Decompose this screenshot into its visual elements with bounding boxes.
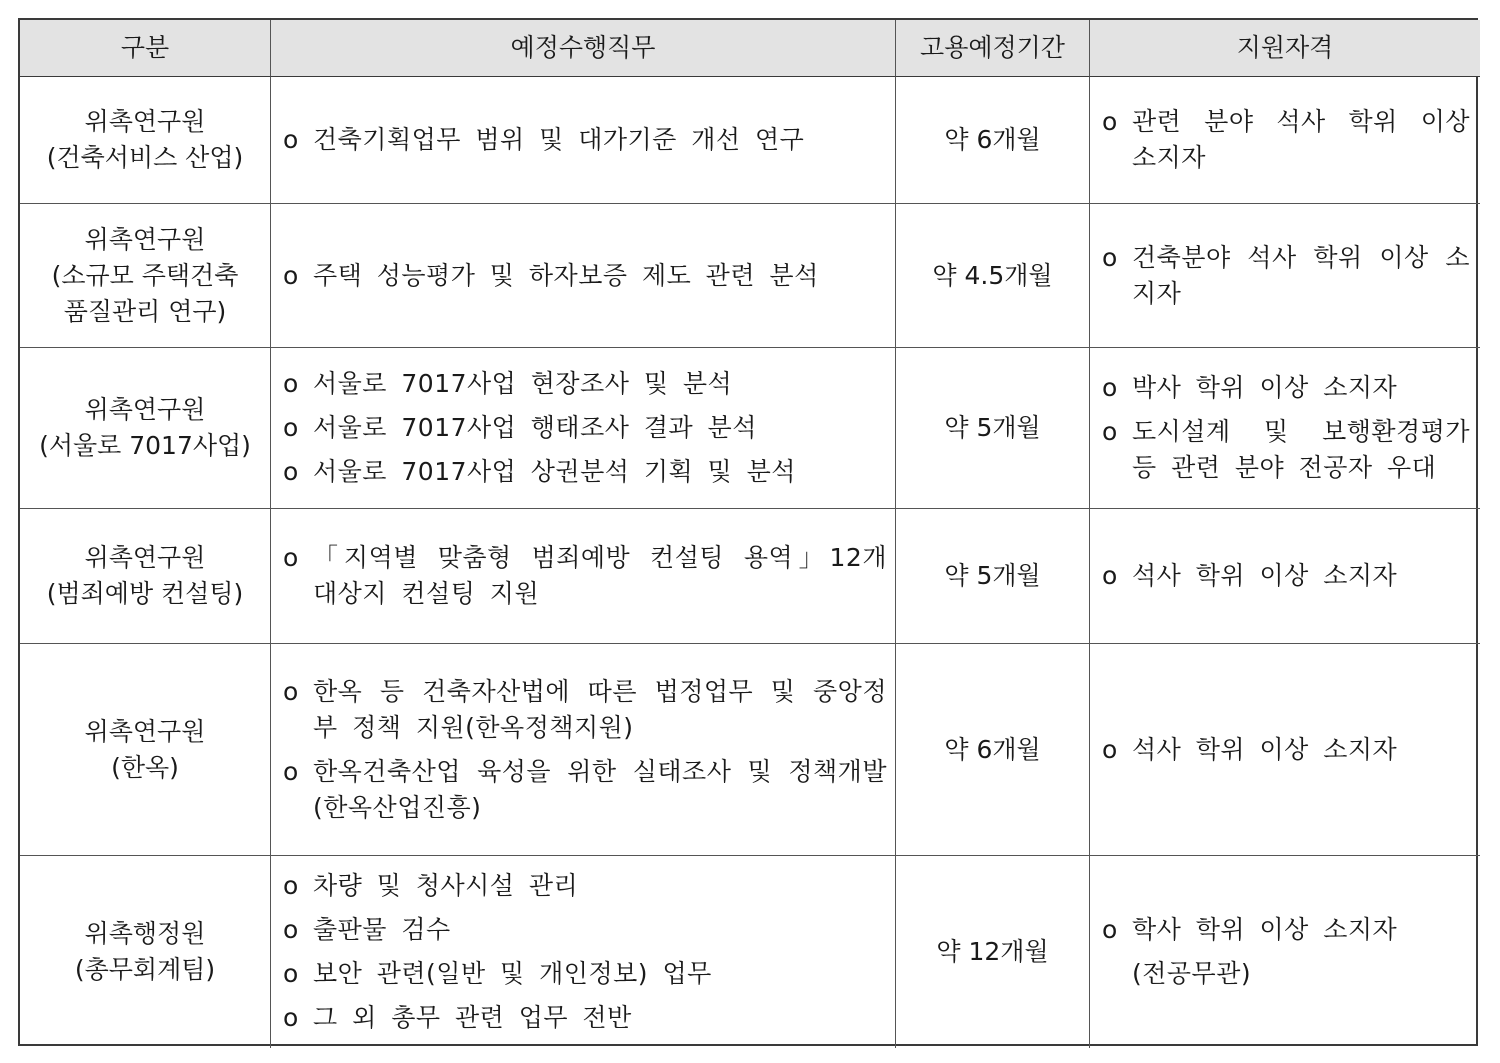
duty-item <box>283 258 887 294</box>
qualification-text: 석사 학위 이상 소지자 <box>1132 734 1398 764</box>
duty-item <box>283 956 887 992</box>
row-1-category <box>20 77 271 204</box>
row-3-category <box>20 348 271 509</box>
bullet-marker: o <box>283 125 299 154</box>
row-5-category <box>20 644 271 856</box>
bullet-marker: o <box>283 756 299 786</box>
duty-item <box>283 366 887 402</box>
bullet-marker: o <box>1102 561 1118 590</box>
row-1-qualifications <box>1090 77 1480 204</box>
duty-text: 그 외 총무 관련 업무 전반 <box>313 1003 632 1032</box>
recruitment-table <box>18 18 1478 1046</box>
category-line: 위촉연구원 <box>84 543 206 572</box>
duty-text: 한옥건축산업 육성을 위한 실태조사 및 정책개발(한옥산업진흥) <box>313 756 887 822</box>
category-line: (총무회계팀) <box>74 955 216 984</box>
duty-item <box>283 912 887 948</box>
bullet-marker: o <box>283 413 299 442</box>
duty-item <box>283 868 887 904</box>
category-line: 위촉연구원 <box>84 224 206 254</box>
bullet-marker: o <box>283 260 299 290</box>
bullet-marker: o <box>1102 107 1118 136</box>
category-line: 위촉연구원 <box>84 107 206 136</box>
duty-text: 보안 관련(일반 및 개인정보) 업무 <box>313 959 712 988</box>
header-period-label: 고용예정기간 <box>920 33 1065 62</box>
qualification-item <box>1102 370 1470 406</box>
category-line: (건축서비스 산업) <box>46 143 244 172</box>
qualification-item <box>1102 414 1470 486</box>
duty-item <box>283 540 887 612</box>
category-line: 품질관리 연구) <box>63 296 227 326</box>
row-5-period <box>896 644 1090 856</box>
duty-item <box>283 674 887 746</box>
row-4-period <box>896 509 1090 644</box>
bullet-marker: o <box>1102 373 1118 402</box>
row-5-qualifications <box>1090 644 1480 856</box>
row-2-duties <box>271 204 896 348</box>
duty-text: 차량 및 청사시설 관리 <box>313 871 579 900</box>
qualification-item <box>1102 104 1470 176</box>
bullet-marker: o <box>1102 734 1118 764</box>
header-duties <box>271 20 896 77</box>
qualification-text: 도시설계 및 보행환경평가 등 관련 분야 전공자 우대 <box>1132 417 1470 482</box>
duty-item <box>283 1000 887 1036</box>
period-text: 약 12개월 <box>936 937 1049 966</box>
row-6-qualifications <box>1090 856 1480 1048</box>
category-line: 위촉연구원 <box>84 716 206 746</box>
duty-text: 서울로 7017사업 행태조사 결과 분석 <box>313 413 757 442</box>
row-5-duties <box>271 644 896 856</box>
row-2-period <box>896 204 1090 348</box>
qualification-note: (전공무관) <box>1132 959 1252 988</box>
row-4-category <box>20 509 271 644</box>
bullet-marker: o <box>283 871 299 900</box>
row-6-category <box>20 856 271 1048</box>
row-4-duties <box>271 509 896 644</box>
row-6-duties <box>271 856 896 1048</box>
qualification-item <box>1102 732 1470 768</box>
period-text: 약 5개월 <box>944 413 1041 442</box>
category-line: (범죄예방 컨설팅) <box>46 579 244 608</box>
duty-text: 주택 성능평가 및 하자보증 제도 관련 분석 <box>313 260 819 290</box>
row-1-duties <box>271 77 896 204</box>
qualification-item <box>1102 912 1470 948</box>
row-1-period <box>896 77 1090 204</box>
bullet-marker: o <box>1102 417 1118 446</box>
qualification-text: 박사 학위 이상 소지자 <box>1132 373 1398 402</box>
row-6-period <box>896 856 1090 1048</box>
bullet-marker: o <box>283 959 299 988</box>
period-text: 약 6개월 <box>944 125 1041 154</box>
qualification-item <box>1102 558 1470 594</box>
duty-item <box>283 122 887 158</box>
bullet-marker: o <box>283 915 299 944</box>
duty-text: 「지역별 맞춤형 범죄예방 컨설팅 용역」12개 대상지 컨설팅 지원 <box>313 543 887 608</box>
row-2-qualifications <box>1090 204 1480 348</box>
row-4-qualifications <box>1090 509 1480 644</box>
header-qualifications-label: 지원자격 <box>1236 33 1334 62</box>
duty-item <box>283 410 887 446</box>
duty-item <box>283 754 887 826</box>
duty-text: 건축기획업무 범위 및 대가기준 개선 연구 <box>313 125 805 154</box>
period-text: 약 6개월 <box>944 734 1041 764</box>
qualification-text: 석사 학위 이상 소지자 <box>1132 561 1398 590</box>
header-duties-label: 예정수행직무 <box>510 33 656 62</box>
bullet-marker: o <box>283 676 299 706</box>
duty-text: 출판물 검수 <box>313 915 451 944</box>
category-line: (소규모 주택건축 <box>51 260 239 290</box>
qualification-text: 건축분야 석사 학위 이상 소지자 <box>1132 242 1470 308</box>
header-category-label: 구분 <box>120 33 170 62</box>
qualification-item <box>1102 240 1470 312</box>
period-text: 약 5개월 <box>944 561 1041 590</box>
bullet-marker: o <box>1102 915 1118 944</box>
duty-text: 서울로 7017사업 상권분석 기획 및 분석 <box>313 457 796 486</box>
qualification-note-line <box>1102 956 1470 992</box>
header-qualifications <box>1090 20 1480 77</box>
duty-text: 서울로 7017사업 현장조사 및 분석 <box>313 369 733 398</box>
category-line: (한옥) <box>111 752 179 782</box>
bullet-marker: o <box>283 369 299 398</box>
duty-item <box>283 454 887 490</box>
bullet-marker: o <box>283 543 299 572</box>
row-3-period <box>896 348 1090 509</box>
qualification-text: 관련 분야 석사 학위 이상 소지자 <box>1132 107 1470 172</box>
category-line: 위촉행정원 <box>84 919 206 948</box>
bullet-marker: o <box>283 1003 299 1032</box>
header-period <box>896 20 1090 77</box>
row-2-category <box>20 204 271 348</box>
duty-text: 한옥 등 건축자산법에 따른 법정업무 및 중앙정부 정책 지원(한옥정책지원) <box>313 676 887 742</box>
header-category <box>20 20 271 77</box>
bullet-marker: o <box>283 457 299 486</box>
bullet-marker: o <box>1102 242 1118 272</box>
period-text: 약 4.5개월 <box>932 260 1053 290</box>
category-line: (서울로 7017사업) <box>39 431 251 460</box>
category-line: 위촉연구원 <box>84 395 206 424</box>
row-3-duties <box>271 348 896 509</box>
row-3-qualifications <box>1090 348 1480 509</box>
qualification-text: 학사 학위 이상 소지자 <box>1132 915 1398 944</box>
